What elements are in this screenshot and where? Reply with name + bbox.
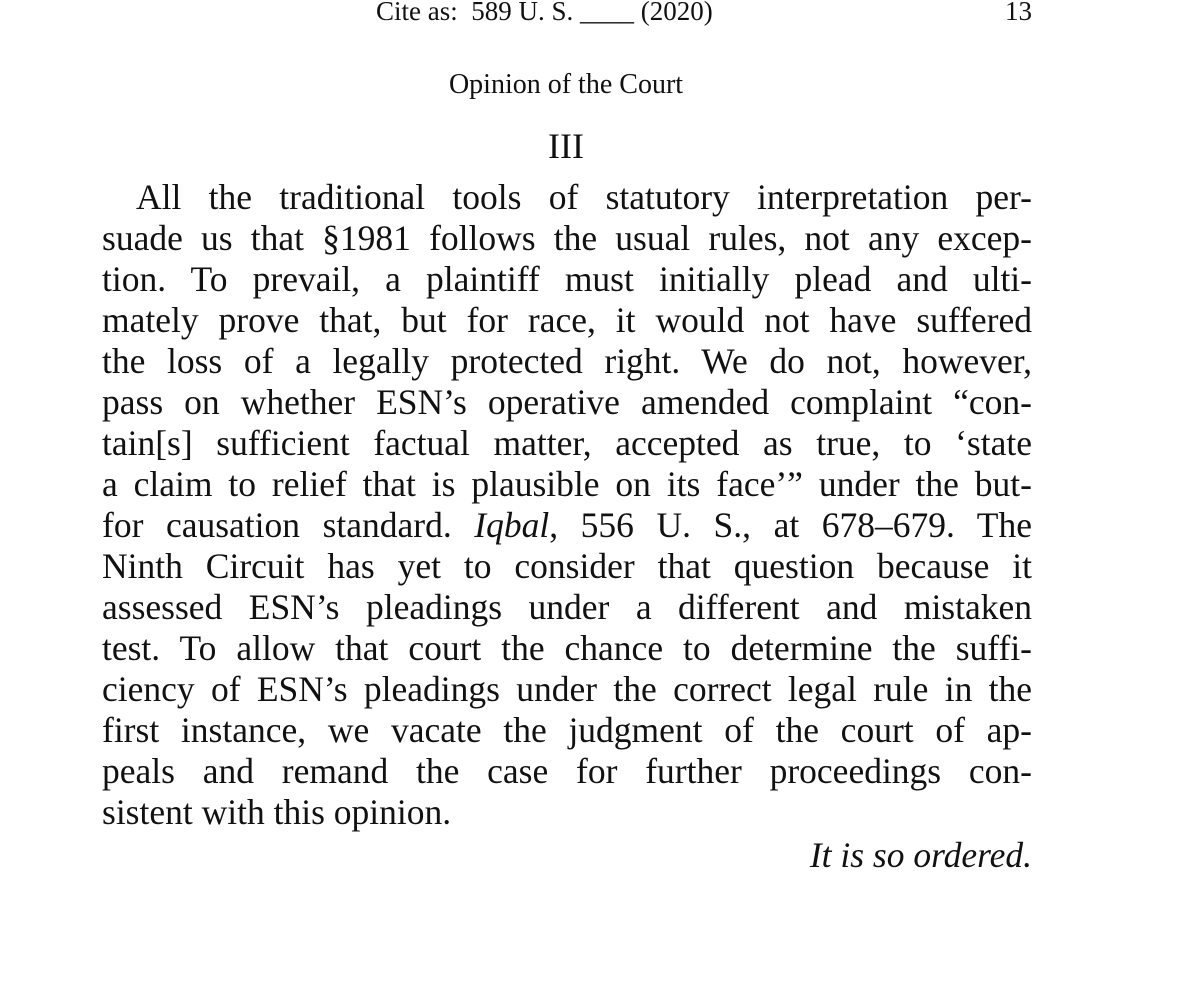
closing-order: It is so ordered.: [809, 835, 1032, 875]
case-citation-name: Iqbal: [474, 505, 550, 545]
paragraph-line: test. To allow that court the chance to determine the suffi-: [102, 628, 1032, 668]
section-heading: III: [548, 126, 584, 166]
paragraph-line: sistent with this opinion.: [102, 792, 452, 832]
running-head-citation: Cite as: 589 U. S. ____ (2020): [376, 0, 713, 26]
page-number: 13: [1005, 0, 1032, 26]
paragraph-line: tion. To prevail, a plaintiff must initially plead and ulti-: [102, 259, 1032, 299]
paragraph-line: All the traditional tools of statutory interpretation per-: [136, 177, 1032, 217]
paragraph-line: first instance, we vacate the judgment of the court of ap-: [102, 710, 1032, 750]
paragraph-line: Ninth Circuit has yet to consider that question because it: [102, 546, 1032, 586]
paragraph-line: pass on whether ESN’s operative amended complaint “con-: [102, 382, 1032, 422]
paragraph-line: tain[s] sufficient factual matter, accepted as true, to ‘state: [102, 423, 1032, 463]
paragraph-line: ciency of ESN’s pleadings under the correct legal rule in the: [102, 669, 1032, 709]
paragraph-line-with-citation: [102, 505, 1032, 546]
opinion-paragraph: [102, 177, 1032, 833]
paragraph-line: assessed ESN’s pleadings under a different and mistaken: [102, 587, 1032, 627]
line-text-before-citation: for causation standard.: [102, 505, 475, 545]
paragraph-line: peals and remand the case for further proceedings con-: [102, 751, 1032, 791]
paragraph-line: a claim to relief that is plausible on its face’” under the but-: [102, 464, 1032, 504]
citation-reference: , 556 U. S., at 678–679. The: [549, 505, 1032, 545]
paragraph-line: mately prove that, but for race, it would not have suffered: [102, 300, 1032, 340]
paragraph-line: the loss of a legally protected right. We do not, however,: [102, 341, 1032, 381]
paragraph-line: suade us that §1981 follows the usual rules, not any excep-: [102, 218, 1032, 258]
opinion-label: Opinion of the Court: [448, 69, 684, 100]
